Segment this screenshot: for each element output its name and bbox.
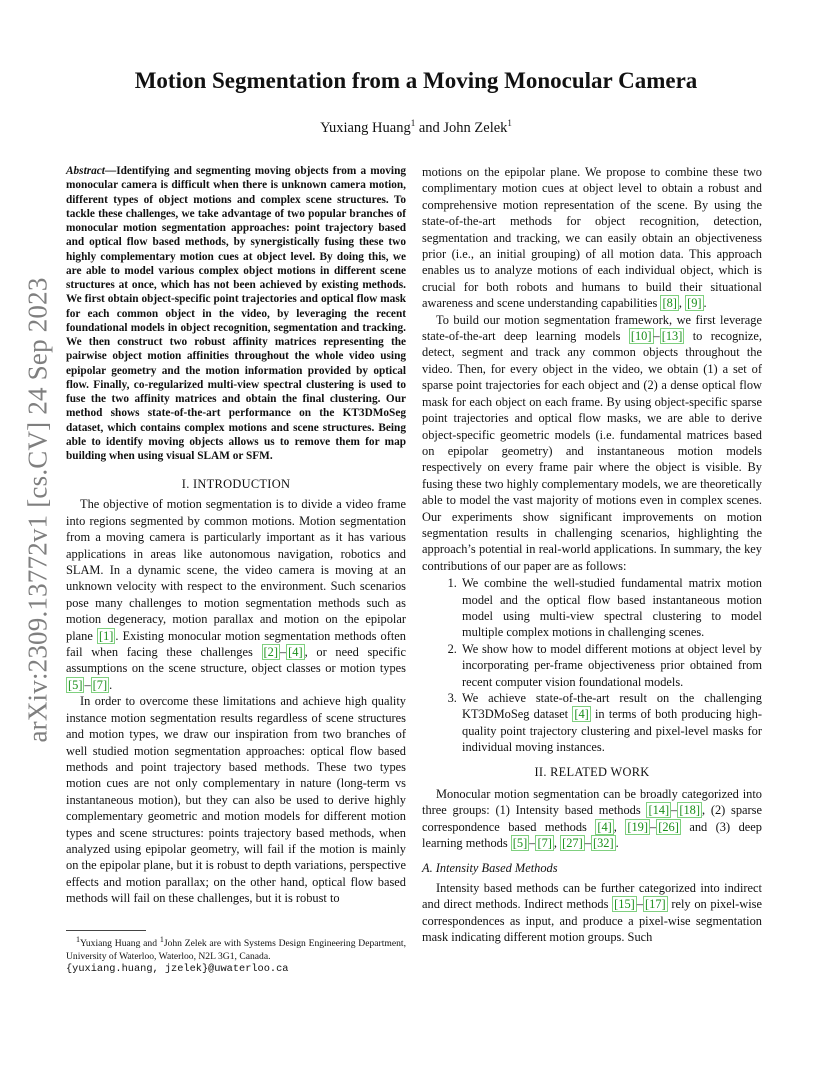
abstract	[66, 164, 406, 463]
abstract-lead: Abstract	[66, 165, 105, 177]
related-p2-text-2: rely on pixel-wise correspondences as input, and produce a pixel-wise segmentation mask indicating different motion groups. Such	[422, 897, 763, 945]
intro-paragraph-2-continued	[422, 164, 762, 312]
citation-link[interactable]: [26]	[658, 819, 679, 834]
contribution-item: 1. We combine the well-studied fundamental matrix motion model and the optical flow based instantaneous motion model using multi-view spectral clustering to model multiple complex motions in challenging scenes.	[460, 575, 762, 641]
intro-p1-text-1: The objective of motion segmentation is to divide a video frame into regions segmented by common motions. Motion segmentation from a moving camera is particularly important as it has various applications in areas like autonomous navigation, robotics and SLAM. In a dynamic scene, the video camera is moving at an unknown velocity with respect to the environment. Such scenarios pose many challenges to motion segmentation methods such as motion degeneracy, motion parallax and motion on the epipolar plane	[66, 497, 406, 643]
citation-link[interactable]: [15]	[614, 897, 635, 912]
related-p1-text-2: , (2) sparse correspondence based methods	[422, 803, 762, 834]
citation-link[interactable]: [4]	[288, 645, 303, 660]
intro-p1-text-3: , or need specific assumptions on the scene structure, object classes or motion types	[66, 645, 407, 676]
footnote-mark-1: 1	[76, 935, 80, 944]
related-p1-text-4: and (3) deep learning methods	[422, 819, 762, 851]
citation-link[interactable]: [7]	[537, 836, 552, 851]
related-p1-text-3: ,	[613, 819, 626, 834]
range-dash: –	[529, 836, 536, 851]
intro-paragraph-1	[66, 496, 406, 693]
footnote-text-2: John Zelek are with Systems Design Engineering Department, University of Waterloo, Waterloo, N2L 3G1, Canada.	[66, 938, 406, 962]
citation-link[interactable]: [13]	[661, 329, 683, 344]
related-p1-text-5: ,	[553, 836, 561, 851]
arxiv-identifier	[18, 277, 58, 743]
contribution-3-text-2: in terms of both producing high-quality point trajectory clustering and pixel-level masks for individual moving instances.	[462, 707, 763, 755]
footnote-paragraph	[66, 934, 406, 963]
range-dash: –	[653, 329, 660, 344]
citation-link[interactable]: [9]	[687, 296, 702, 311]
citation-link[interactable]: [2]	[263, 645, 278, 660]
citation-link[interactable]: [19]	[627, 819, 648, 834]
related-p1-text-1: Monocular motion segmentation can be broadly categorized into three groups: (1) Intensity based methods	[422, 787, 762, 818]
section-heading-related-work: II. RELATED WORK	[534, 764, 650, 779]
range-dash: –	[671, 803, 678, 818]
author-2: John Zelek	[443, 119, 508, 136]
range-dash: –	[650, 819, 657, 834]
citation-link[interactable]: [17]	[645, 897, 666, 912]
citation-link[interactable]: [27]	[562, 836, 583, 851]
contribution-item	[460, 690, 762, 756]
author-conjunction: and	[415, 119, 444, 136]
intro-p3-text-2: to recognize, detect, segment and track any common objects throughout the video. Then, for every object in the video, we obtain (1) a set of sparse point trajectories for each object and (2) a dense optical flow mask for each object on each frame. By using object-specific sparse point trajectories and optical flow masks, we are able to derive object-specific geometric models (i.e. fundamental matrices based on epipolar geometry) and instantaneous motion models respectively on every frame pair where the object is visible. By fusing these two highly complementary models, we are theoretically able to model the vast majority of motions even in complex scenes. Our experiments show significant improvements on motion segmentation results in challenging scenarios, highlighting the approach’s potential in real-world applications. In summary, the key contributions of our paper are as follows:	[422, 329, 762, 573]
citation-link[interactable]: [10]	[630, 329, 652, 344]
author-1-affiliation-mark: 1	[410, 118, 416, 128]
related-p2-text-1: Intensity based methods can be further categorized into indirect and direct methods. Indirect methods	[422, 881, 762, 912]
author-line	[66, 118, 766, 137]
citation-link[interactable]: [4]	[574, 707, 589, 722]
citation-link[interactable]: [7]	[92, 677, 108, 692]
contribution-3-text-1: We achieve state-of-the-art result on the challenging KT3DMoSeg dataset	[462, 691, 762, 722]
intro-p2c-text-1: motions on the epipolar plane. We propose to combine these two complimentary motion cues at object level to obtain a robust and comprehensive motion representation of the scene. By using the state-of-the-art methods for object recognition, detection, segmentation and tracking, we can easily obtain an objectiveness prior (i.e., an initial grouping) of all motion data. This approach enables us to analyze motions of each individual object, which is crucial for both robots and humans to build their situational awareness and scene understanding capabilities	[422, 165, 762, 311]
author-1: Yuxiang Huang	[320, 119, 411, 136]
subsection-heading-intensity: A. Intensity Based Methods	[422, 860, 558, 875]
related-p1-text-6: .	[615, 836, 619, 851]
intro-p2c-text-3: .	[703, 296, 707, 311]
range-dash: –	[584, 836, 591, 851]
footnote-mark-2: 1	[159, 935, 164, 944]
citation-link[interactable]: [8]	[662, 296, 677, 311]
right-column	[422, 164, 762, 946]
citation-link[interactable]: [1]	[98, 628, 114, 643]
citation-link[interactable]: [5]	[512, 836, 528, 851]
paper-title: Motion Segmentation from a Moving Monocular Camera	[134, 68, 698, 93]
range-dash: –	[636, 897, 644, 912]
section-heading-introduction: I. INTRODUCTION	[181, 477, 291, 491]
footnote-rule	[66, 930, 146, 931]
citation-link[interactable]: [14]	[648, 803, 670, 818]
citation-link[interactable]: [32]	[592, 836, 614, 851]
citation-link[interactable]: [18]	[679, 803, 700, 818]
intro-paragraph-3	[422, 312, 762, 575]
introduction-section	[66, 476, 406, 907]
intro-p2c-text-2: ,	[678, 296, 686, 311]
footnote	[66, 934, 406, 975]
citation-link[interactable]: [5]	[68, 677, 83, 692]
citation-link[interactable]: [4]	[597, 819, 612, 834]
contributions-list	[422, 575, 762, 755]
abstract-body: —Identifying and segmenting moving objects from a moving monocular camera is difficult when there is unknown camera motion, different types of object motions and complex scene structures. To tackle these challenges, we take advantage of two popular branches of monocular motion segmentation approaches: point trajectory based and optical flow based methods, by synergistically fusing these two highly complementary motion cues at object level. By doing this, we are able to model various complex object motions in different scene structures at once, which has not been achieved by existing methods. We first obtain object-specific point trajectories and optical flow mask for each common object in the video, by leveraging the recent foundational models in object recognition, segmentation and tracking. We then construct two robust affinity matrices representing the pairwise object motion affinities throughout the whole video using epipolar geometry and the motion information provided by optical flow. Finally, co-regularized multi-view spectral clustering is used to fuse the two affinity matrices and obtain the final clustering. Our method shows state-of-the-art performance on the KT3DMoSeg dataset, which contains complex motions and scene structures. Being able to identify moving objects allows us to remove them for map building when using visual SLAM or SFM.	[66, 165, 406, 462]
intro-p3-text-1: To build our motion segmentation framework, we first leverage state-of-the-art deep learning models	[422, 312, 762, 344]
intro-p1-text-4: .	[109, 677, 113, 692]
author-2-affiliation-mark: 1	[507, 118, 512, 128]
contribution-item: 2. We show how to model different motions at object level by incorporating per-frame objectiveness prior obtained from recent computer vision foundational models.	[460, 641, 762, 690]
intro-p1-text-2: . Existing monocular motion segmentation methods often fail when facing these challenges	[66, 628, 406, 660]
intro-paragraph-2: In order to overcome these limitations and achieve high quality instance motion segmentation results regardless of scene structures and motion types, we draw our inspiration from two branches of well studied motion segmentation approaches: optical flow based methods and point trajectory based methods. These two types motion cues are not only complementary in nature (long-term vs instantaneous motion), but they can also be used to derive highly complementary geometric and motion models for different motion types and scene structures: points trajectory based methods, when analyzed using epipolar geometry, will fail if the motion is mainly on the epipolar plane, but it is robust to depth variations, perspective effects and motion parallax; on the other hand, optical flow based methods will fail on these challenges, but it is robust to	[66, 694, 406, 906]
range-dash: –	[84, 677, 91, 692]
related-paragraph-1	[422, 786, 762, 852]
footnote-email[interactable]: {yuxiang.huang, jzelek}@uwaterloo.ca	[66, 963, 289, 975]
arxiv-identifier-text: arXiv:2309.13772v1 [cs.CV] 24 Sep 2023	[22, 277, 53, 743]
range-dash: –	[279, 645, 287, 660]
related-paragraph-2	[422, 880, 762, 946]
footnote-text-1: Yuxiang Huang and	[80, 938, 160, 950]
